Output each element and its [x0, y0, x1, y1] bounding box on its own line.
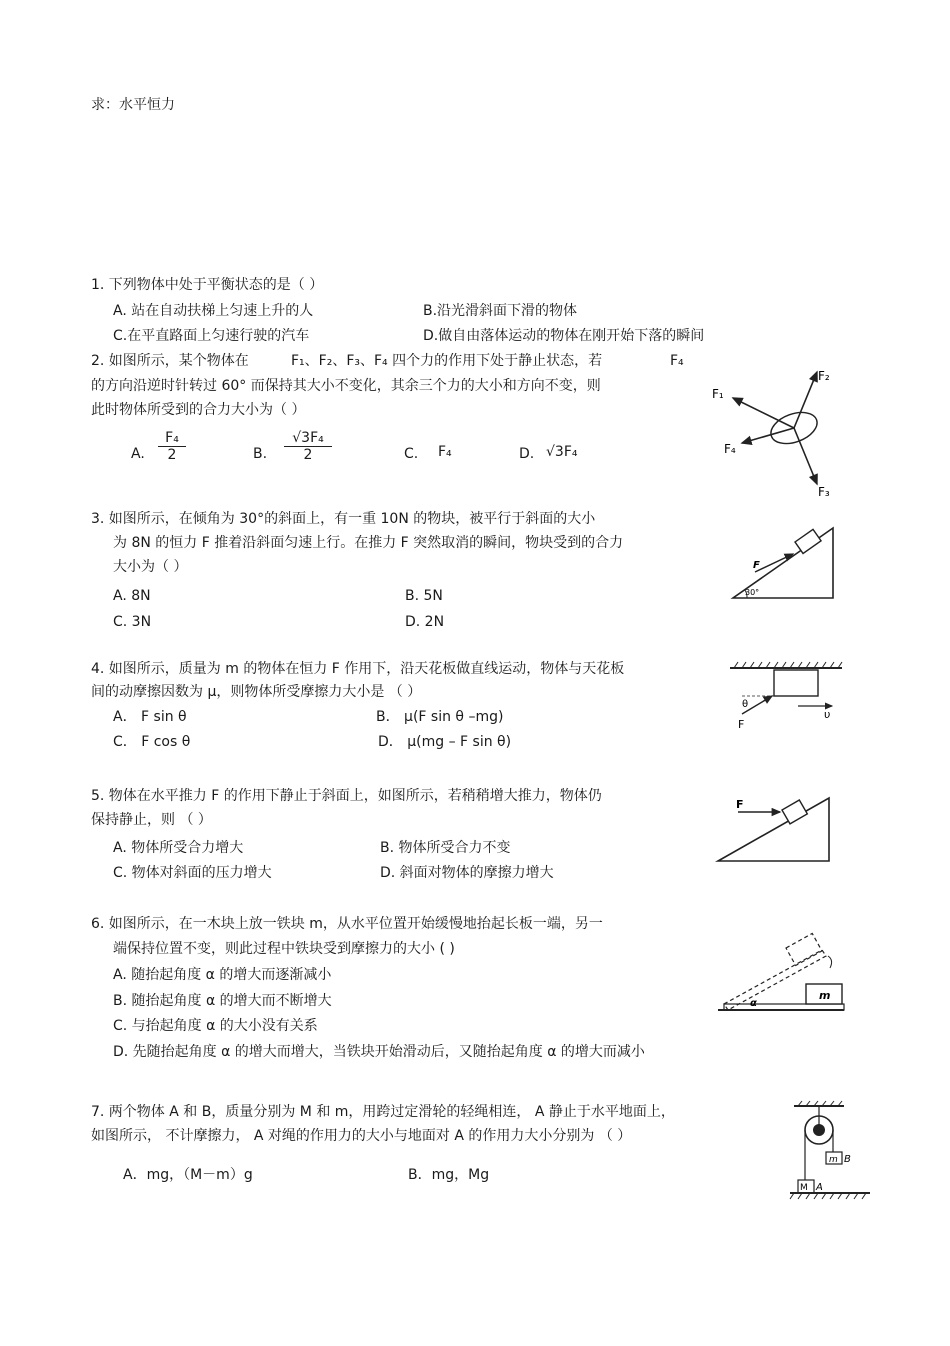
- q2-option-b-fraction: [284, 430, 332, 463]
- q3-line1: 3. 如图所示，在倾角为 30°的斜面上，有一重 10N 的物块，被平行于斜面的大小: [91, 511, 596, 527]
- q5-label-f: F: [736, 798, 744, 811]
- q5-block: [782, 800, 807, 824]
- q5-line2: 保持静止，则 （ ）: [91, 812, 212, 828]
- q2-label-f2: F₂: [818, 369, 830, 383]
- q4-line1: 4. 如图所示，质量为 m 的物体在恒力 F 作用下，沿天花板做直线运动，物体与天花板: [91, 661, 625, 677]
- q2-line1-c: F₄: [670, 353, 684, 369]
- q7-label-big-m: M: [800, 1183, 808, 1193]
- q4-label-v: υ: [824, 708, 831, 721]
- q4-label-f: F: [738, 718, 745, 731]
- q1-option-a: A. 站在自动扶梯上匀速上升的人: [113, 303, 314, 319]
- q4-block: [774, 670, 818, 696]
- q2-option-b-label: B.: [253, 446, 268, 462]
- q2-option-a-denominator: 2: [167, 447, 177, 463]
- q2-f4-arrow: [742, 428, 794, 443]
- q4-line2: 间的动摩擦因数为 μ，则物体所受摩擦力大小是 （ ）: [91, 684, 422, 700]
- q3-label-angle: 30°: [745, 588, 760, 597]
- q7-label-a: A: [816, 1182, 823, 1193]
- q2-line1-a: 2. 如图所示，某个物体在: [91, 353, 249, 369]
- q7-line1: 7. 两个物体 A 和 B，质量分别为 M 和 m，用跨过定滑轮的轻绳相连， A 静止于水平地面上，: [91, 1104, 675, 1120]
- q3-option-d: D. 2N: [405, 614, 445, 630]
- q6-option-b: B. 随抬起角度 α 的增大而不断增大: [113, 993, 332, 1009]
- q2-option-d-label: D.: [519, 446, 535, 462]
- q6-option-c: C. 与抬起角度 α 的大小没有关系: [113, 1018, 318, 1034]
- q2-option-b-numerator: √3F₄: [284, 430, 332, 447]
- q5-option-c: C. 物体对斜面的压力增大: [113, 865, 272, 881]
- q5-option-d: D. 斜面对物体的摩擦力增大: [380, 865, 554, 881]
- q3-option-b: B. 5N: [405, 588, 443, 604]
- q3-option-c: C. 3N: [113, 614, 152, 630]
- q2-label-f4: F₄: [724, 442, 736, 456]
- q5-option-a: A. 物体所受合力增大: [113, 840, 244, 856]
- q2-line1-b: F₁、F₂、F₃、F₄ 四个力的作用下处于静止状态，若: [291, 353, 603, 369]
- q2-line3: 此时物体所受到的合力大小为（ ）: [91, 402, 306, 418]
- q5-line1: 5. 物体在水平推力 F 的作用下静止于斜面上，如图所示，若稍稍增大推力，物体仍: [91, 788, 602, 804]
- q2-option-d-value: √3F₄: [546, 444, 578, 460]
- q7-pulley-diagram: [786, 1100, 874, 1204]
- q2-line2: 的方向沿逆时针转过 60° 而保持其大小不变化，其余三个力的大小和方向不变，则: [91, 378, 601, 394]
- q2-option-a-numerator: F₄: [158, 430, 186, 447]
- q6-label-m: m: [819, 989, 831, 1002]
- q7-line2: 如图所示， 不计摩擦力， A 对绳的作用力的大小与地面对 A 的作用力大小分别为 （ ）: [91, 1128, 632, 1144]
- q2-f3-arrow: [794, 428, 817, 484]
- intro-text: 求：水平恒力: [91, 97, 175, 113]
- q3-line3: 大小为（ ）: [113, 559, 188, 575]
- q2-option-a-fraction: [158, 430, 186, 463]
- q5-option-b: B. 物体所受合力不变: [380, 840, 511, 856]
- q2-option-a-label: A.: [131, 446, 145, 462]
- q2-label-f1: F₁: [712, 387, 724, 401]
- q7-option-a: A．mg，（M－m）g: [123, 1167, 253, 1183]
- q4-label-theta: θ: [742, 699, 749, 710]
- q6-line1: 6. 如图所示，在一木块上放一铁块 m，从水平位置开始缓慢地抬起长板一端，另一: [91, 916, 603, 932]
- q5-incline-diagram: [714, 790, 836, 865]
- q7-label-b: B: [844, 1154, 851, 1165]
- q1-option-c: C.在平直路面上匀速行驶的汽车: [113, 328, 310, 344]
- q5-incline: [718, 798, 829, 861]
- q4-ceiling-diagram: [728, 660, 846, 735]
- q1-stem: 1. 下列物体中处于平衡状态的是（ ）: [91, 277, 324, 293]
- q2-force-diagram: [700, 360, 850, 500]
- q4-option-a: A． F sin θ: [113, 709, 187, 725]
- q3-label-f: F: [753, 560, 760, 571]
- q2-option-c-label: C.: [404, 446, 419, 462]
- q2-f1-arrow: [733, 398, 794, 428]
- q6-rotation-arc: [828, 956, 832, 968]
- q1-option-d: D.做自由落体运动的物体在刚开始下落的瞬间: [423, 328, 705, 344]
- q3-block: [795, 529, 821, 553]
- q7-option-b: B．mg，Mg: [408, 1167, 490, 1183]
- q6-line2: 端保持位置不变，则此过程中铁块受到摩擦力的大小 ( ): [113, 941, 455, 957]
- q7-pulley-hub: [813, 1124, 825, 1136]
- q3-option-a: A. 8N: [113, 588, 151, 604]
- q1-option-b: B.沿光滑斜面下滑的物体: [423, 303, 578, 319]
- q4-option-b: B． μ(F sin θ –mg): [376, 709, 504, 725]
- q7-label-m: m: [829, 1155, 838, 1165]
- q2-option-b-denominator: 2: [303, 447, 313, 463]
- q2-option-c-value: F₄: [438, 444, 452, 460]
- q3-incline-diagram: [725, 520, 840, 605]
- q2-f2-arrow: [794, 372, 817, 428]
- q6-label-alpha: α: [750, 998, 757, 1009]
- q6-option-a: A. 随抬起角度 α 的增大而逐渐减小: [113, 967, 332, 983]
- q4-option-d: D． μ(mg – F sin θ): [378, 734, 512, 750]
- q4-option-c: C． F cos θ: [113, 734, 191, 750]
- q2-label-f3: F₃: [818, 485, 830, 499]
- q6-option-d: D. 先随抬起角度 α 的增大而增大，当铁块开始滑动后，又随抬起角度 α 的增大而减小: [113, 1044, 645, 1060]
- q6-board-diagram: [716, 922, 848, 1017]
- q3-line2: 为 8N 的恒力 F 推着沿斜面匀速上行。在推力 F 突然取消的瞬间，物块受到的合力: [113, 535, 624, 551]
